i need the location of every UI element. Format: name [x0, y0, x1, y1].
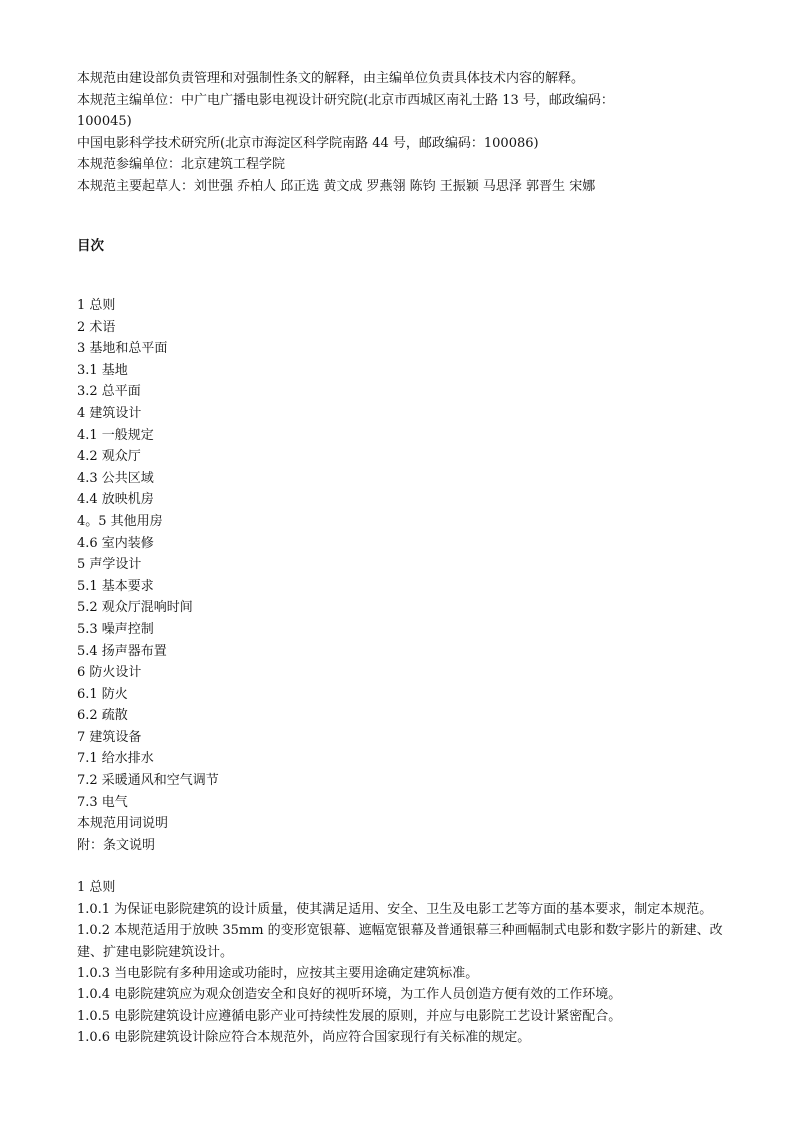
toc-item: 4.3 公共区域	[77, 470, 154, 486]
preface-line: 本规范参编单位：北京建筑工程学院	[77, 157, 286, 172]
preface-line: 100045)	[77, 114, 132, 129]
clause: 1.0.5 电影院建筑设计应遵循电影产业可持续性发展的原则，并应与电影院工艺设计紧密配合。	[77, 1008, 622, 1024]
toc-item: 7.3 电气	[77, 794, 128, 810]
toc-item: 4.1 一般规定	[77, 427, 154, 443]
clause: 1.0.3 当电影院有多种用途或功能时，应按其主要用途确定建筑标准。	[77, 966, 479, 982]
toc-item: 本规范用词说明	[77, 816, 169, 832]
toc-item: 3 基地和总平面	[77, 341, 168, 357]
toc-item: 3.1 基地	[77, 362, 128, 378]
toc-item: 5.3 噪声控制	[77, 621, 154, 637]
toc-item: 5.2 观众厅混响时间	[77, 600, 193, 616]
chapter-title: 1 总则	[77, 880, 116, 896]
preface-line: 本规范主编单位：中广电广播电影电视设计研究院(北京市西城区南礼士路 13 号，邮政编码：	[77, 92, 614, 108]
toc-item: 2 术语	[77, 319, 116, 335]
toc-item: 7 建筑设备	[77, 729, 142, 745]
toc-item: 7.1 给水排水	[77, 751, 154, 767]
toc-item: 4.4 放映机房	[77, 492, 154, 508]
toc-item: 4。5 其他用房	[77, 513, 163, 529]
toc-item: 3.2 总平面	[77, 384, 141, 400]
preface-block	[77, 68, 737, 197]
toc-item: 7.2 采暖通风和空气调节	[77, 773, 219, 789]
toc-item: 4.6 室内装修	[77, 535, 154, 551]
toc-item: 6.1 防火	[77, 686, 128, 702]
table-of-contents	[77, 295, 737, 856]
toc-item: 5 声学设计	[77, 557, 142, 573]
toc-item: 4 建筑设计	[77, 405, 142, 421]
toc-heading: 目次	[77, 238, 104, 254]
preface-line: 本规范主要起草人：刘世强 乔柏人 邱正选 黄文成 罗燕翎 陈钧 王振颖 马思泽 郭晋生 宋娜	[77, 178, 596, 194]
chapter-1	[77, 877, 737, 1048]
clause: 1.0.6 电影院建筑设计除应符合本规范外，尚应符合国家现行有关标准的规定。	[77, 1030, 531, 1046]
toc-item: 6 防火设计	[77, 665, 142, 681]
preface-line: 中国电影科学技术研究所(北京市海淀区科学院南路 44 号，邮政编码：100086)	[77, 135, 539, 151]
toc-item: 1 总则	[77, 298, 116, 313]
clause: 1.0.1 为保证电影院建筑的设计质量，使其满足适用、安全、卫生及电影工艺等方面的基本要求，制定本规范。	[77, 901, 713, 917]
toc-item: 附：条文说明	[77, 837, 156, 853]
toc-item: 6.2 疏散	[77, 708, 128, 724]
toc-item: 4.2 观众厅	[77, 449, 141, 465]
toc-item: 5.4 扬声器布置	[77, 643, 167, 659]
toc-item: 5.1 基本要求	[77, 578, 154, 594]
preface-line: 本规范由建设部负责管理和对强制性条文的解释，由主编单位负责具体技术内容的解释。	[77, 71, 585, 86]
document-page	[77, 68, 737, 1049]
clause: 1.0.4 电影院建筑应为观众创造安全和良好的视听环境，为工作人员创造方便有效的工作环境。	[77, 987, 622, 1003]
clause: 1.0.2 本规范适用于放映 35mm 的变形宽银幕、遮幅宽银幕及普通银幕三种画幅制式电影和数字影片的新建、改建、扩建电影院建筑设计。	[77, 923, 723, 960]
